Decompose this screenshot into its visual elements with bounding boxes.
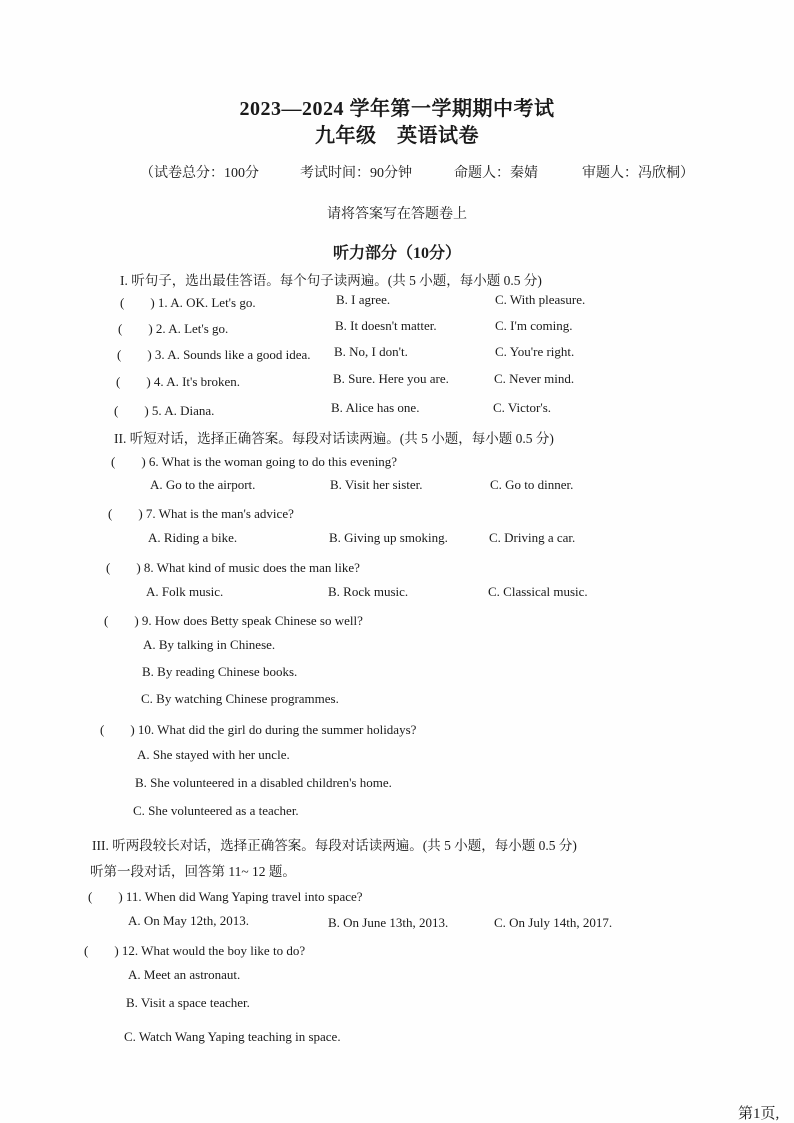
question-11-option-b: B. On June 13th, 2013. xyxy=(328,915,449,930)
exam-subtitle: 九年级 英语试卷 xyxy=(315,125,479,147)
question-6-option-a: A. Go to the airport. xyxy=(150,477,256,492)
question-9-option-a: A. By talking in Chinese. xyxy=(143,637,276,652)
question-3-stem: ( ) 3. A. Sounds like a good idea. xyxy=(117,347,311,362)
question-8-option-c: C. Classical music. xyxy=(488,584,588,599)
question-3-option-c: C. You're right. xyxy=(495,344,575,359)
question-11-option-a: A. On May 12th, 2013. xyxy=(128,913,249,928)
question-4-option-c: C. Never mind. xyxy=(494,371,575,386)
question-9-option-b: B. By reading Chinese books. xyxy=(142,664,298,679)
question-10-option-c: C. She volunteered as a teacher. xyxy=(133,803,299,818)
question-5-option-c: C. Victor's. xyxy=(493,400,552,415)
question-3-option-b: B. No, I don't. xyxy=(334,344,408,359)
question-2-option-c: C. I'm coming. xyxy=(495,318,573,333)
question-2-stem: ( ) 2. A. Let's go. xyxy=(118,321,229,336)
total-score: （试卷总分：100分 xyxy=(140,166,259,181)
question-12-option-a: A. Meet an astronaut. xyxy=(128,967,241,982)
question-8-stem: ( ) 8. What kind of music does the man like? xyxy=(106,560,360,575)
question-12-option-c: C. Watch Wang Yaping teaching in space. xyxy=(124,1029,341,1044)
page-number: 第1页, xyxy=(738,1106,780,1122)
part3-subheading: 听第一段对话，回答第 11~ 12 题。 xyxy=(90,864,296,879)
question-12-option-b: B. Visit a space teacher. xyxy=(126,995,250,1010)
question-10-stem: ( ) 10. What did the girl do during the summer holidays? xyxy=(100,722,417,737)
question-6-option-b: B. Visit her sister. xyxy=(330,477,423,492)
question-1-option-c: C. With pleasure. xyxy=(495,292,586,307)
part3-heading: III. 听两段较长对话，选择正确答案。每段对话读两遍。(共 5 小题，每小题 0.5 分) xyxy=(92,838,577,853)
question-10-option-a: A. She stayed with her uncle. xyxy=(137,747,290,762)
question-9-option-c: C. By watching Chinese programmes. xyxy=(141,691,339,706)
question-12-stem: ( ) 12. What would the boy like to do? xyxy=(84,943,306,958)
question-4-stem: ( ) 4. A. It's broken. xyxy=(116,374,241,389)
question-8-option-a: A. Folk music. xyxy=(146,584,224,599)
answer-note: 请将答案写在答题卷上 xyxy=(327,207,467,222)
question-4-option-b: B. Sure. Here you are. xyxy=(333,371,449,386)
question-6-stem: ( ) 6. What is the woman going to do this evening? xyxy=(111,454,398,469)
question-7-option-b: B. Giving up smoking. xyxy=(329,530,448,545)
question-11-option-c: C. On July 14th, 2017. xyxy=(494,915,613,930)
question-11-stem: ( ) 11. When did Wang Yaping travel into space? xyxy=(88,889,363,904)
question-7-option-a: A. Riding a bike. xyxy=(148,530,238,545)
setter: 命题人：秦婧 xyxy=(454,166,538,181)
question-9-stem: ( ) 9. How does Betty speak Chinese so well? xyxy=(104,613,363,628)
question-1-option-b: B. I agree. xyxy=(336,292,391,307)
question-7-stem: ( ) 7. What is the man's advice? xyxy=(108,506,294,521)
question-5-option-b: B. Alice has one. xyxy=(331,400,420,415)
question-2-option-b: B. It doesn't matter. xyxy=(335,318,437,333)
question-7-option-c: C. Driving a car. xyxy=(489,530,576,545)
section-title: 听力部分（10分） xyxy=(332,245,461,262)
question-1-stem: ( ) 1. A. OK. Let's go. xyxy=(120,295,256,310)
question-6-option-c: C. Go to dinner. xyxy=(490,477,574,492)
question-5-stem: ( ) 5. A. Diana. xyxy=(114,403,215,418)
question-8-option-b: B. Rock music. xyxy=(328,584,409,599)
exam-title: 2023—2024 学年第一学期期中考试 xyxy=(239,98,555,120)
exam-time: 考试时间：90分钟 xyxy=(300,166,412,181)
question-10-option-b: B. She volunteered in a disabled children's home. xyxy=(135,775,392,790)
reviewer: 审题人：冯欣桐） xyxy=(582,166,694,181)
part2-heading: II. 听短对话，选择正确答案。每段对话读两遍。(共 5 小题，每小题 0.5 分) xyxy=(114,431,554,446)
part1-heading: I. 听句子，选出最佳答语。每个句子读两遍。(共 5 小题，每小题 0.5 分) xyxy=(120,273,542,288)
